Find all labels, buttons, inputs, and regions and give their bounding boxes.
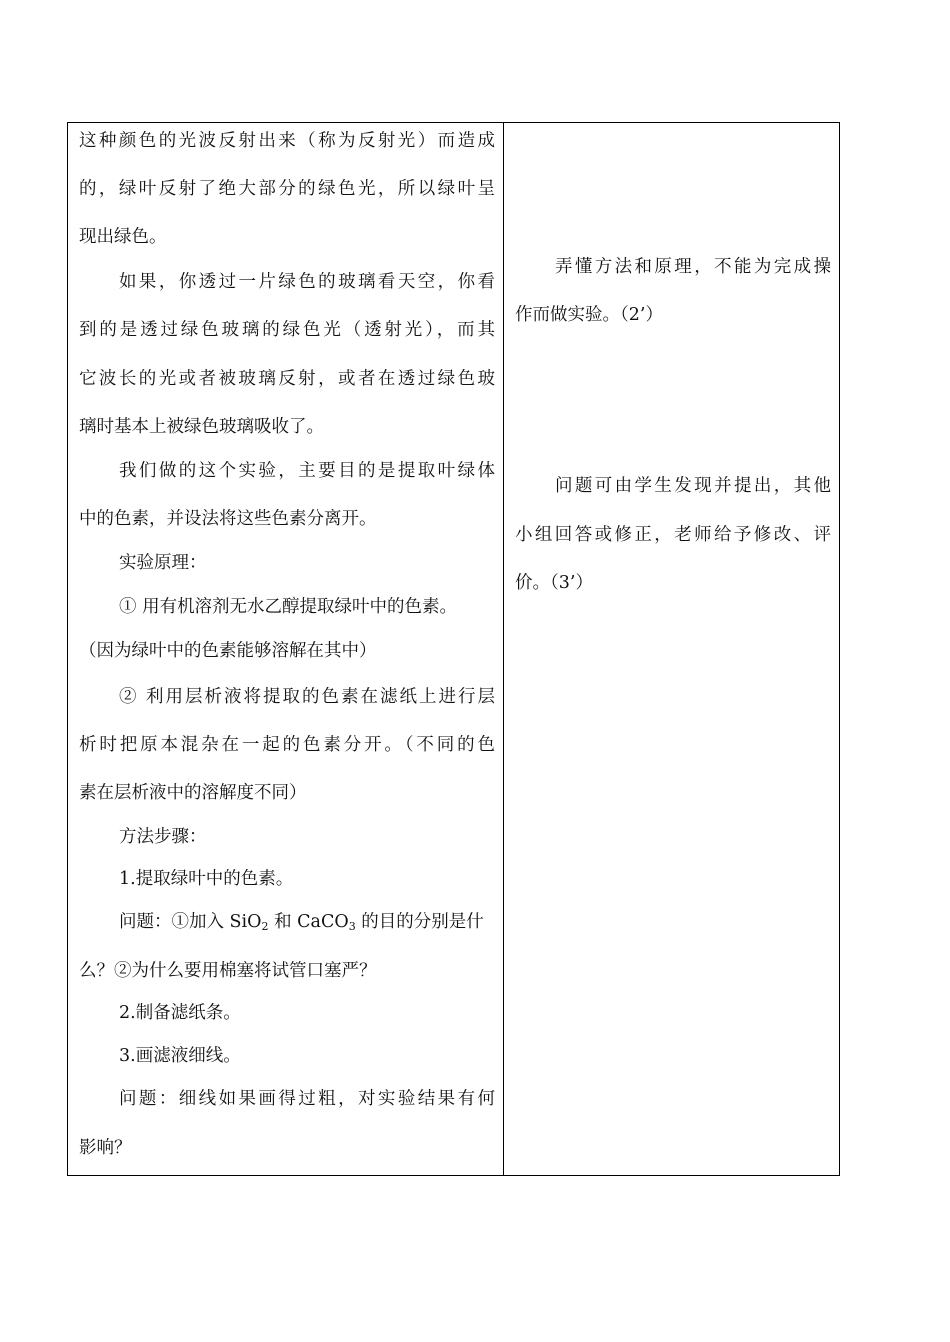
text-line: 到的是透过绿色玻璃的绿色光（透射光），而其 — [79, 320, 495, 340]
text-line: 问题：细线如果画得过粗，对实验结果有何 — [119, 1089, 495, 1109]
text-line: 的，绿叶反射了绝大部分的绿色光，所以绿叶呈 — [79, 179, 495, 199]
text-line: 影响？ — [79, 1138, 132, 1158]
question-prefix: 问题：①加入 SiO — [119, 912, 262, 932]
text-line: 这种颜色的光波反射出来（称为反射光）而造成 — [79, 131, 495, 151]
text-line: 如果，你透过一片绿色的玻璃看天空，你看 — [119, 272, 495, 292]
text-line: 璃时基本上被绿色玻璃吸收了。 — [79, 417, 324, 437]
text-line: 我们做的这个实验，主要目的是提取叶绿体 — [119, 461, 495, 481]
text-line: 现出绿色。 — [79, 227, 167, 247]
text-line: 它波长的光或者被玻璃反射，或者在透过绿色玻 — [79, 369, 495, 389]
text-line: （因为绿叶中的色素能够溶解在其中） — [79, 641, 377, 661]
text-line: 2.制备滤纸条。 — [119, 1003, 241, 1023]
question-mid: 和 CaCO — [268, 912, 349, 932]
text-line: ② 利用层析液将提取的色素在滤纸上进行层 — [119, 687, 495, 707]
text-line: 析时把原本混杂在一起的色素分开。（不同的色 — [79, 735, 495, 755]
note-line: 作而做实验。（2’） — [515, 305, 663, 325]
subscript: 3 — [348, 920, 356, 933]
subscript: 2 — [261, 920, 269, 933]
question-line — [119, 911, 495, 933]
text-line: 中的色素，并设法将这些色素分离开。 — [79, 509, 377, 529]
note-line: 弄懂方法和原理，不能为完成操 — [555, 257, 831, 277]
note-line: 价。（3’） — [515, 573, 593, 593]
text-line: 3.画滤液细线。 — [119, 1046, 241, 1066]
text-line: ① 用有机溶剂无水乙醇提取绿叶中的色素。 — [119, 597, 458, 617]
note-line: 问题可由学生发现并提出，其他 — [555, 476, 831, 496]
section-heading: 方法步骤： — [119, 827, 207, 847]
section-heading: 实验原理： — [119, 553, 207, 573]
text-line: 1.提取绿叶中的色素。 — [119, 869, 294, 889]
text-line: 素在层析液中的溶解度不同） — [79, 783, 307, 803]
column-divider — [503, 123, 504, 1175]
text-line: 么？②为什么要用棉塞将试管口塞严？ — [79, 961, 377, 981]
lesson-table — [67, 122, 840, 1176]
question-suffix: 的目的分别是什 — [355, 912, 484, 932]
note-line: 小组回答或修正，老师给予修改、评 — [515, 525, 831, 545]
